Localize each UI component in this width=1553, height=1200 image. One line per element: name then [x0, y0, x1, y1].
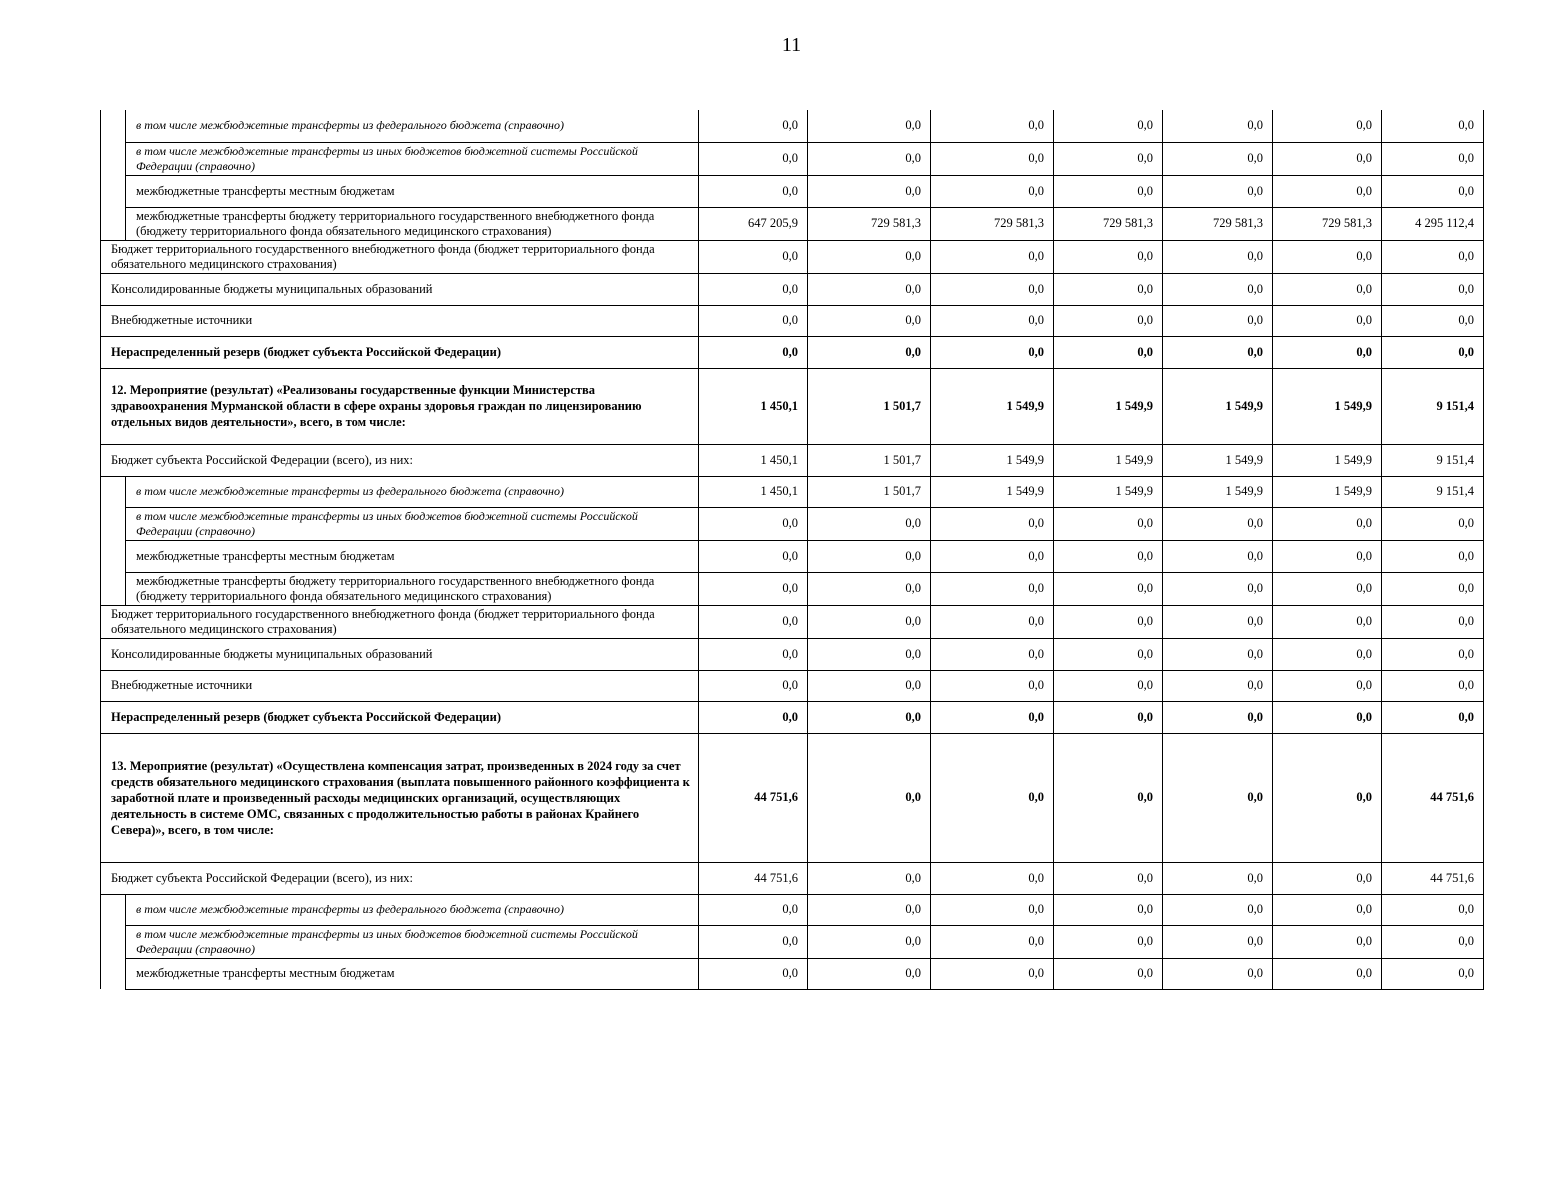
- value-cell: 0,0: [931, 540, 1054, 572]
- value-cell: 0,0: [699, 142, 808, 175]
- value-cell: 1 450,1: [699, 476, 808, 507]
- table-row: [101, 273, 1484, 305]
- value-cell: 0,0: [1382, 894, 1484, 925]
- value-cell: 0,0: [1273, 240, 1382, 273]
- value-cell: 0,0: [1054, 925, 1163, 958]
- value-cell: 0,0: [699, 240, 808, 273]
- value-cell: 0,0: [931, 701, 1054, 733]
- value-cell: 0,0: [699, 507, 808, 540]
- value-cell: 0,0: [931, 110, 1054, 142]
- row-label: 12. Мероприятие (результат) «Реализованы государственные функции Министерства здравоохранения Мурманской области в сфере охраны здоровья граждан по лицензированию отдельных видов деятельности», всего, в том числе:: [101, 368, 699, 444]
- value-cell: 0,0: [1273, 110, 1382, 142]
- row-label: межбюджетные трансферты местным бюджетам: [126, 540, 699, 572]
- row-label: Бюджет территориального государственного внебюджетного фонда (бюджет территориального фонда обязательного медицинского страхования): [101, 240, 699, 273]
- row-label: межбюджетные трансферты местным бюджетам: [126, 175, 699, 207]
- value-cell: 0,0: [1382, 670, 1484, 701]
- value-cell: 0,0: [699, 305, 808, 336]
- value-cell: 0,0: [931, 507, 1054, 540]
- value-cell: 0,0: [1054, 507, 1163, 540]
- table-row: [101, 368, 1484, 444]
- value-cell: 0,0: [808, 142, 931, 175]
- indent-cell: [101, 572, 126, 605]
- value-cell: 0,0: [808, 925, 931, 958]
- value-cell: 1 549,9: [1054, 476, 1163, 507]
- value-cell: 1 549,9: [1054, 444, 1163, 476]
- value-cell: 0,0: [1273, 273, 1382, 305]
- value-cell: 4 295 112,4: [1382, 207, 1484, 240]
- row-label: Бюджет субъекта Российской Федерации (всего), из них:: [101, 444, 699, 476]
- value-cell: 0,0: [931, 862, 1054, 894]
- row-label: Бюджет территориального государственного внебюджетного фонда (бюджет территориального фонда обязательного медицинского страхования): [101, 605, 699, 638]
- value-cell: 0,0: [931, 142, 1054, 175]
- value-cell: 0,0: [1163, 894, 1273, 925]
- value-cell: 0,0: [1382, 273, 1484, 305]
- value-cell: 0,0: [1273, 605, 1382, 638]
- value-cell: 0,0: [808, 605, 931, 638]
- value-cell: 729 581,3: [1163, 207, 1273, 240]
- value-cell: 0,0: [1163, 175, 1273, 207]
- row-label: в том числе межбюджетные трансферты из федерального бюджета (справочно): [126, 110, 699, 142]
- table-row: [101, 605, 1484, 638]
- value-cell: 0,0: [1382, 605, 1484, 638]
- value-cell: 729 581,3: [808, 207, 931, 240]
- value-cell: 0,0: [931, 958, 1054, 989]
- value-cell: 0,0: [1163, 572, 1273, 605]
- value-cell: 1 549,9: [931, 444, 1054, 476]
- table-row: [101, 701, 1484, 733]
- table-row: [101, 336, 1484, 368]
- value-cell: 0,0: [1273, 701, 1382, 733]
- value-cell: 0,0: [1054, 894, 1163, 925]
- table-row: [101, 142, 1484, 175]
- table-row: [101, 894, 1484, 925]
- value-cell: 0,0: [699, 894, 808, 925]
- value-cell: 1 549,9: [1273, 368, 1382, 444]
- indent-cell: [101, 110, 126, 142]
- row-label: в том числе межбюджетные трансферты из федерального бюджета (справочно): [126, 894, 699, 925]
- value-cell: 0,0: [1163, 507, 1273, 540]
- value-cell: 729 581,3: [931, 207, 1054, 240]
- value-cell: 0,0: [1382, 540, 1484, 572]
- value-cell: 0,0: [1382, 572, 1484, 605]
- value-cell: 0,0: [1054, 240, 1163, 273]
- value-cell: 0,0: [1054, 142, 1163, 175]
- value-cell: 0,0: [1163, 240, 1273, 273]
- value-cell: 0,0: [931, 925, 1054, 958]
- row-label: межбюджетные трансферты бюджету территориального государственного внебюджетного фонда (бюджету территориального фонда обязательного медицинского страхования): [126, 207, 699, 240]
- value-cell: 1 501,7: [808, 368, 931, 444]
- value-cell: 0,0: [1382, 638, 1484, 670]
- value-cell: 0,0: [1054, 638, 1163, 670]
- value-cell: 0,0: [1163, 958, 1273, 989]
- value-cell: 0,0: [808, 638, 931, 670]
- value-cell: 0,0: [699, 701, 808, 733]
- value-cell: 0,0: [808, 507, 931, 540]
- value-cell: 0,0: [1273, 175, 1382, 207]
- value-cell: 0,0: [808, 336, 931, 368]
- value-cell: 0,0: [1163, 733, 1273, 862]
- indent-cell: [101, 476, 126, 507]
- row-label: межбюджетные трансферты бюджету территориального государственного внебюджетного фонда (бюджету территориального фонда обязательного медицинского страхования): [126, 572, 699, 605]
- value-cell: 9 151,4: [1382, 368, 1484, 444]
- value-cell: 0,0: [1163, 701, 1273, 733]
- value-cell: 0,0: [1273, 305, 1382, 336]
- row-label: межбюджетные трансферты местным бюджетам: [126, 958, 699, 989]
- table-row: [101, 240, 1484, 273]
- table-row: [101, 305, 1484, 336]
- value-cell: 0,0: [1382, 958, 1484, 989]
- value-cell: 0,0: [1273, 925, 1382, 958]
- value-cell: 0,0: [1054, 305, 1163, 336]
- value-cell: 0,0: [1054, 701, 1163, 733]
- table-row: [101, 507, 1484, 540]
- value-cell: 0,0: [931, 336, 1054, 368]
- value-cell: 0,0: [699, 670, 808, 701]
- value-cell: 0,0: [1163, 142, 1273, 175]
- row-label: 13. Мероприятие (результат) «Осуществлена компенсация затрат, произведенных в 2024 году за счет средств обязательного медицинского страхования (выплата повышенного районного коэффициента к заработной плате и произведенный расходы медицинских организаций, осуществляющих деятельность в системе ОМС, связанных с продолжительностью работы в районах Крайнего Севера)», всего, в том числе:: [101, 733, 699, 862]
- value-cell: 0,0: [931, 733, 1054, 862]
- value-cell: 0,0: [808, 540, 931, 572]
- value-cell: 0,0: [1163, 305, 1273, 336]
- value-cell: 0,0: [1163, 925, 1273, 958]
- value-cell: 0,0: [1382, 701, 1484, 733]
- table-row: [101, 670, 1484, 701]
- indent-cell: [101, 142, 126, 175]
- table-row: [101, 925, 1484, 958]
- value-cell: 0,0: [1054, 110, 1163, 142]
- value-cell: 0,0: [1054, 958, 1163, 989]
- value-cell: 0,0: [1273, 670, 1382, 701]
- table-row: [101, 175, 1484, 207]
- table-row: [101, 958, 1484, 989]
- value-cell: 0,0: [931, 605, 1054, 638]
- value-cell: 0,0: [931, 670, 1054, 701]
- indent-cell: [101, 540, 126, 572]
- value-cell: 0,0: [1382, 110, 1484, 142]
- row-label: Бюджет субъекта Российской Федерации (всего), из них:: [101, 862, 699, 894]
- row-label: в том числе межбюджетные трансферты из федерального бюджета (справочно): [126, 476, 699, 507]
- value-cell: 0,0: [1382, 925, 1484, 958]
- value-cell: 0,0: [931, 572, 1054, 605]
- value-cell: 0,0: [1382, 336, 1484, 368]
- table-row: [101, 540, 1484, 572]
- value-cell: 0,0: [1054, 733, 1163, 862]
- value-cell: 0,0: [808, 894, 931, 925]
- value-cell: 9 151,4: [1382, 444, 1484, 476]
- value-cell: 0,0: [1054, 540, 1163, 572]
- row-label: Нераспределенный резерв (бюджет субъекта Российской Федерации): [101, 336, 699, 368]
- row-label: Нераспределенный резерв (бюджет субъекта Российской Федерации): [101, 701, 699, 733]
- value-cell: 729 581,3: [1273, 207, 1382, 240]
- value-cell: 0,0: [699, 605, 808, 638]
- row-label: Консолидированные бюджеты муниципальных образований: [101, 273, 699, 305]
- value-cell: 0,0: [1273, 572, 1382, 605]
- value-cell: 0,0: [808, 175, 931, 207]
- value-cell: 0,0: [1163, 273, 1273, 305]
- indent-cell: [101, 507, 126, 540]
- value-cell: 0,0: [699, 336, 808, 368]
- value-cell: 1 450,1: [699, 444, 808, 476]
- table-row: [101, 476, 1484, 507]
- value-cell: 0,0: [808, 958, 931, 989]
- value-cell: 0,0: [1273, 336, 1382, 368]
- row-label: в том числе межбюджетные трансферты из иных бюджетов бюджетной системы Российской Федерации (справочно): [126, 925, 699, 958]
- value-cell: 1 549,9: [931, 476, 1054, 507]
- value-cell: 0,0: [1163, 336, 1273, 368]
- value-cell: 0,0: [1382, 175, 1484, 207]
- value-cell: 0,0: [1054, 862, 1163, 894]
- row-label: Внебюджетные источники: [101, 305, 699, 336]
- value-cell: 0,0: [808, 305, 931, 336]
- value-cell: 0,0: [808, 701, 931, 733]
- value-cell: 0,0: [1163, 110, 1273, 142]
- row-label: в том числе межбюджетные трансферты из иных бюджетов бюджетной системы Российской Федерации (справочно): [126, 142, 699, 175]
- value-cell: 0,0: [1382, 305, 1484, 336]
- value-cell: 0,0: [931, 305, 1054, 336]
- value-cell: 0,0: [931, 273, 1054, 305]
- value-cell: 44 751,6: [1382, 862, 1484, 894]
- value-cell: 0,0: [808, 110, 931, 142]
- value-cell: 0,0: [1054, 175, 1163, 207]
- table-row: [101, 572, 1484, 605]
- value-cell: 44 751,6: [699, 733, 808, 862]
- value-cell: 0,0: [699, 925, 808, 958]
- value-cell: 0,0: [931, 240, 1054, 273]
- value-cell: 0,0: [808, 670, 931, 701]
- value-cell: 0,0: [1054, 670, 1163, 701]
- value-cell: 0,0: [1273, 507, 1382, 540]
- value-cell: 0,0: [1273, 142, 1382, 175]
- value-cell: 0,0: [1054, 273, 1163, 305]
- page-number: 11: [781, 34, 802, 56]
- value-cell: 0,0: [931, 638, 1054, 670]
- value-cell: 0,0: [931, 894, 1054, 925]
- table-row: [101, 862, 1484, 894]
- value-cell: 1 450,1: [699, 368, 808, 444]
- value-cell: 729 581,3: [1054, 207, 1163, 240]
- value-cell: 0,0: [699, 572, 808, 605]
- value-cell: 0,0: [1273, 638, 1382, 670]
- value-cell: 1 549,9: [1054, 368, 1163, 444]
- indent-cell: [101, 925, 126, 958]
- value-cell: 0,0: [808, 240, 931, 273]
- indent-cell: [101, 175, 126, 207]
- table-row: [101, 733, 1484, 862]
- value-cell: 0,0: [1273, 862, 1382, 894]
- value-cell: 0,0: [1273, 540, 1382, 572]
- value-cell: 0,0: [808, 572, 931, 605]
- row-label: Внебюджетные источники: [101, 670, 699, 701]
- value-cell: 1 549,9: [1273, 476, 1382, 507]
- value-cell: 647 205,9: [699, 207, 808, 240]
- value-cell: 44 751,6: [699, 862, 808, 894]
- table-row: [101, 207, 1484, 240]
- value-cell: 0,0: [1273, 894, 1382, 925]
- value-cell: 0,0: [699, 175, 808, 207]
- value-cell: 44 751,6: [1382, 733, 1484, 862]
- value-cell: 1 549,9: [1163, 368, 1273, 444]
- table-row: [101, 110, 1484, 142]
- value-cell: 0,0: [808, 733, 931, 862]
- value-cell: 0,0: [1273, 958, 1382, 989]
- value-cell: 1 549,9: [1163, 476, 1273, 507]
- indent-cell: [101, 207, 126, 240]
- value-cell: 0,0: [1382, 142, 1484, 175]
- value-cell: 1 501,7: [808, 444, 931, 476]
- value-cell: 0,0: [1163, 670, 1273, 701]
- value-cell: 0,0: [1163, 862, 1273, 894]
- value-cell: 0,0: [1054, 572, 1163, 605]
- value-cell: 0,0: [1382, 240, 1484, 273]
- value-cell: 1 501,7: [808, 476, 931, 507]
- value-cell: 0,0: [1163, 638, 1273, 670]
- table-row: [101, 444, 1484, 476]
- table-row: [101, 638, 1484, 670]
- indent-cell: [101, 894, 126, 925]
- value-cell: 0,0: [699, 638, 808, 670]
- value-cell: 0,0: [1382, 507, 1484, 540]
- value-cell: 0,0: [1163, 540, 1273, 572]
- budget-table: [100, 110, 1484, 990]
- value-cell: 9 151,4: [1382, 476, 1484, 507]
- value-cell: 1 549,9: [931, 368, 1054, 444]
- value-cell: 0,0: [1054, 605, 1163, 638]
- value-cell: 0,0: [1054, 336, 1163, 368]
- row-label: в том числе межбюджетные трансферты из иных бюджетов бюджетной системы Российской Федерации (справочно): [126, 507, 699, 540]
- value-cell: 1 549,9: [1273, 444, 1382, 476]
- value-cell: 0,0: [699, 110, 808, 142]
- value-cell: 0,0: [931, 175, 1054, 207]
- value-cell: 0,0: [1163, 605, 1273, 638]
- value-cell: 0,0: [1273, 733, 1382, 862]
- row-label: Консолидированные бюджеты муниципальных образований: [101, 638, 699, 670]
- value-cell: 0,0: [699, 958, 808, 989]
- value-cell: 1 549,9: [1163, 444, 1273, 476]
- value-cell: 0,0: [699, 540, 808, 572]
- indent-cell: [101, 958, 126, 989]
- value-cell: 0,0: [808, 862, 931, 894]
- value-cell: 0,0: [808, 273, 931, 305]
- value-cell: 0,0: [699, 273, 808, 305]
